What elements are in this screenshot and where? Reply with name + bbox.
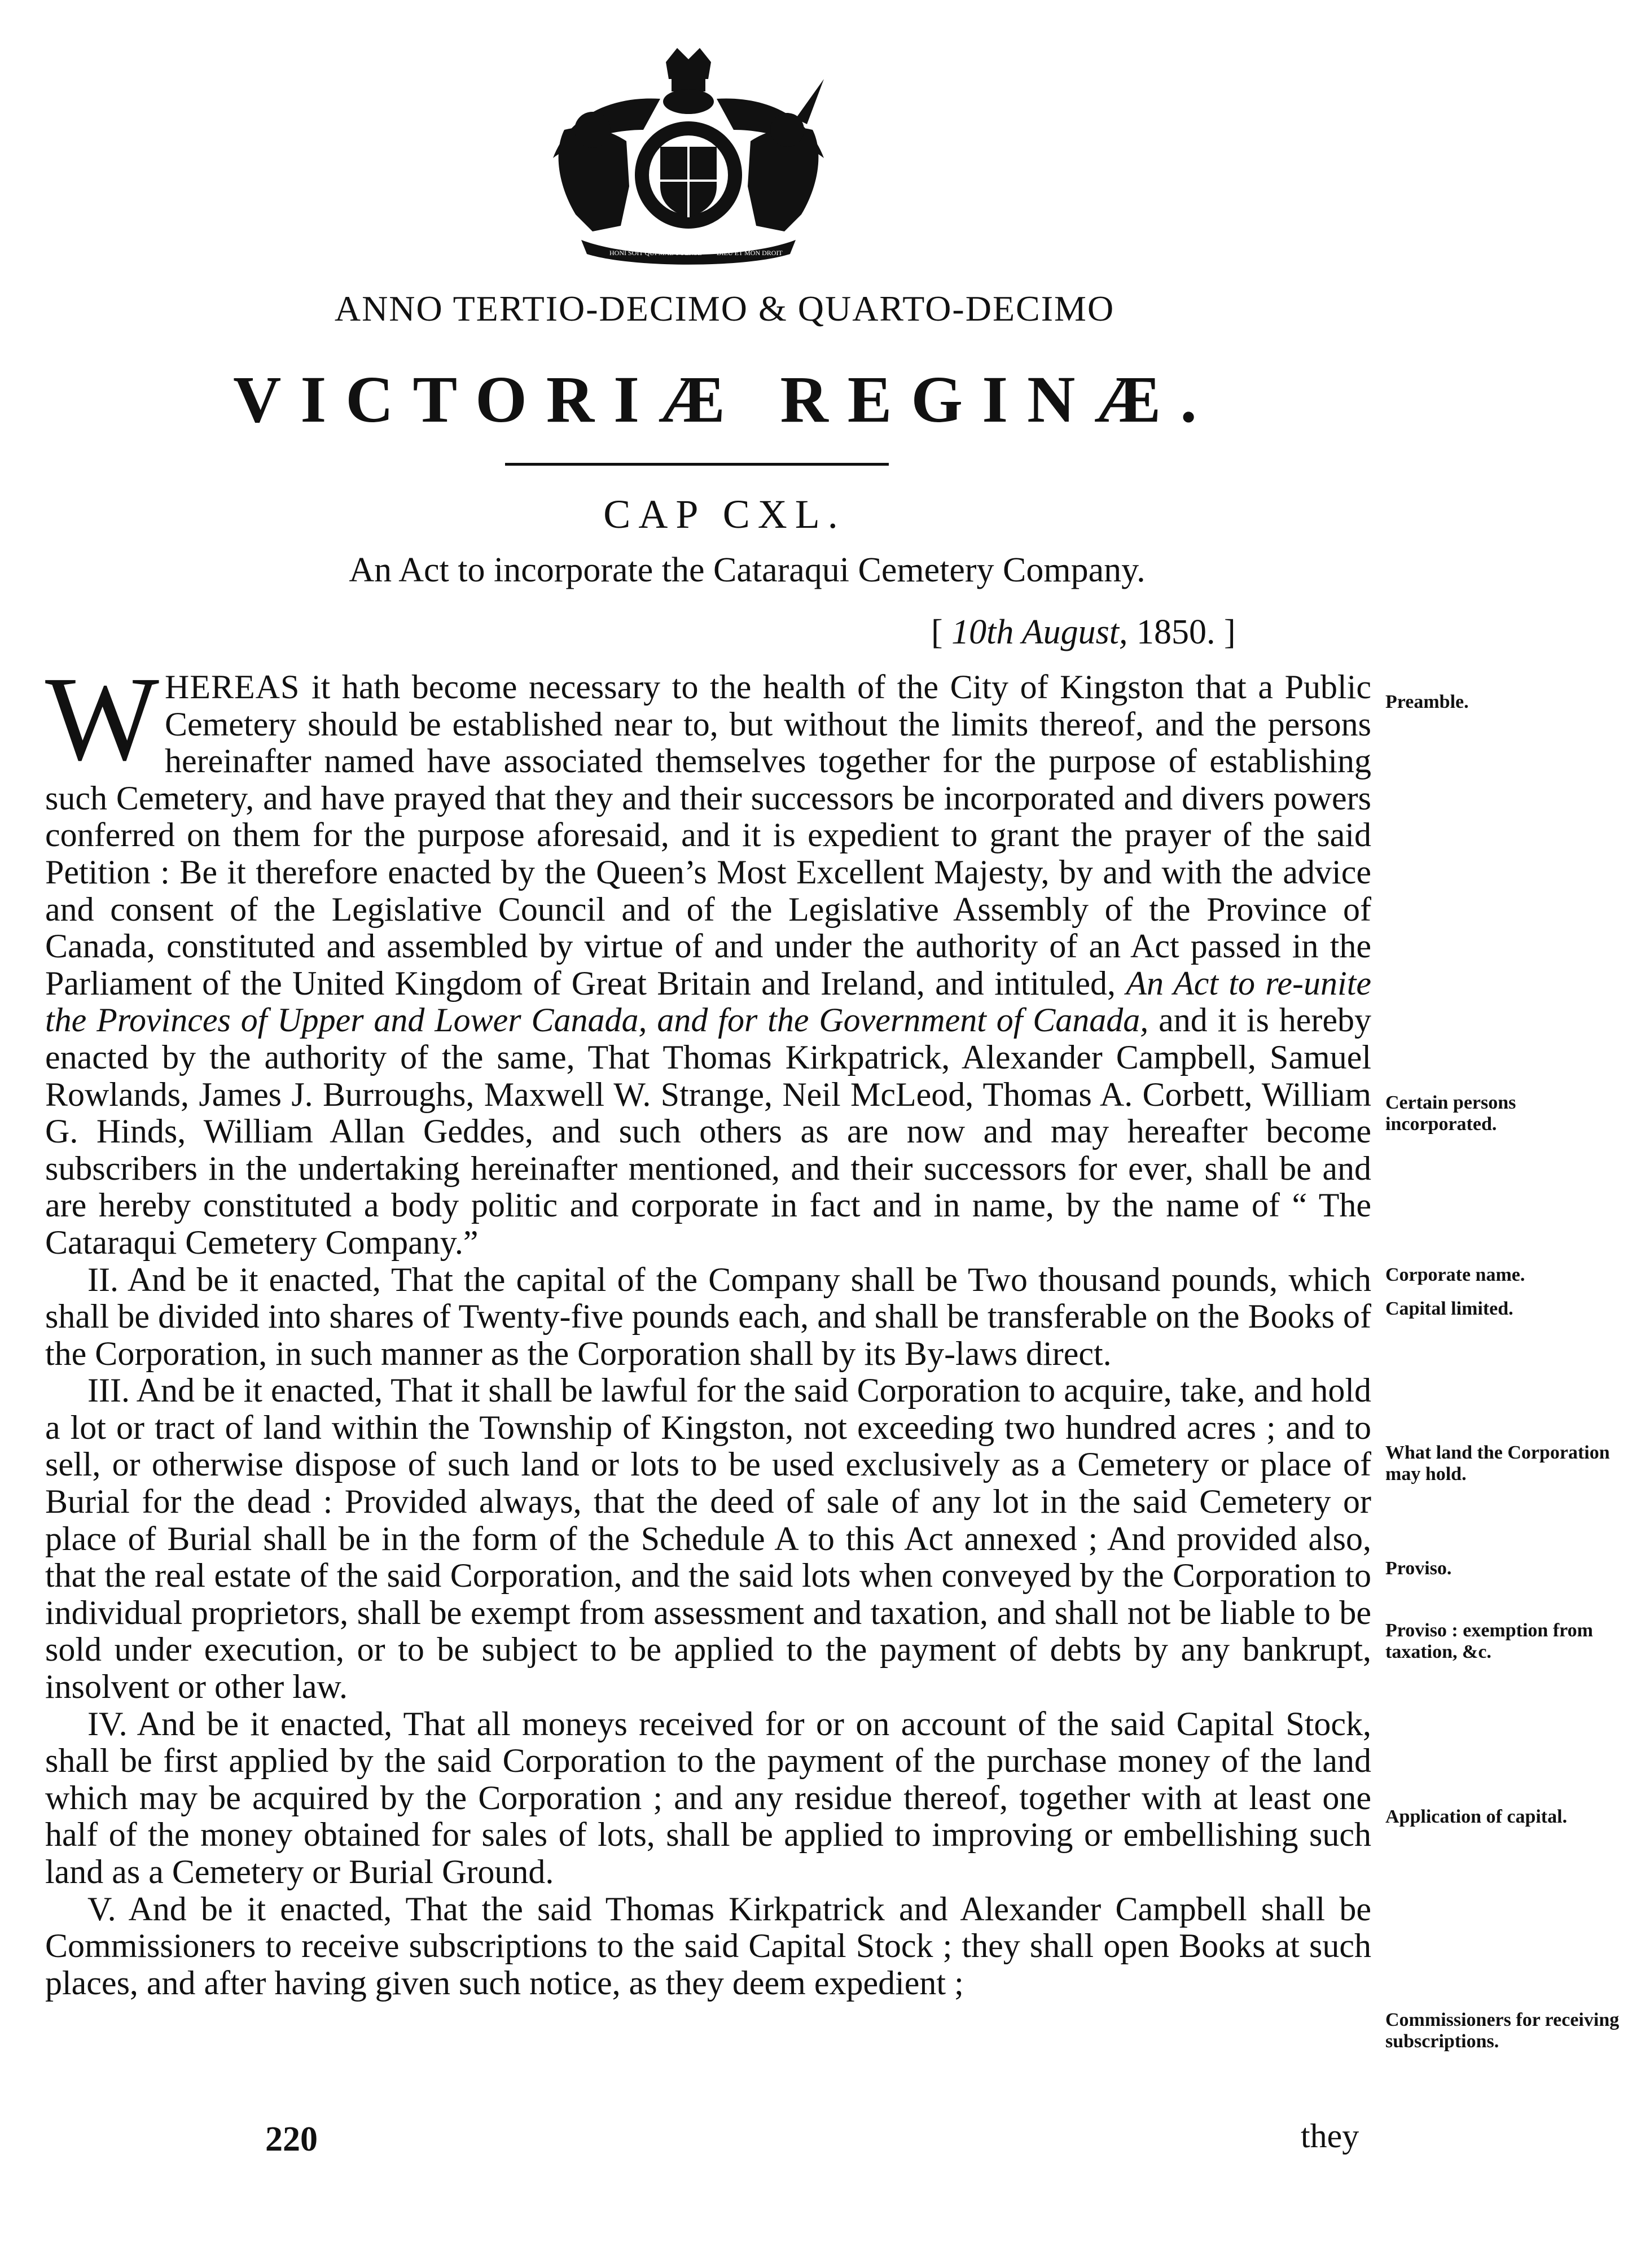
preamble-text-2: and it is hereby enacted by the authority of the same, That Thomas Kirkpatrick, Alexander Campbell, Samuel Rowlands, James J. Burroughs, Maxwell W. Strange, Neil McLeod, Thomas A. Corbett, William G. Hinds, William Allan Geddes, and such others as are now and may hereafter become subscribers in the undertaking hereinafter mentioned, and their successors for ever, shall be and are hereby constituted a body politic and corporate in fact and in name, by the name of “ The Cataraqui Cemetery Company.”: [45, 1001, 1372, 1261]
preamble-text-1: it hath become necessary to the health of the City of Kingston that a Public Cemetery should be established near to, but without the limits thereof, and the persons hereinafter named have associated themselves together for the purpose of establishing such Cemetery, and have prayed that they and their successors be incorporated and divers powers conferred on them for the purpose aforesaid, and it is expedient to grant the prayer of the said Petition : Be it therefore enacted by the Queen’s Most Excellent Majesty, by and with the advice and consent of the Legislative Council and of the Legislative Assembly of the Province of Canada, constituted and assembled by virtue of and under the authority of an Act passed in the Parliament of the United Kingdom of Great Britain and Ireland, and intituled,: [45, 668, 1371, 1002]
heading-divider: [505, 463, 889, 466]
preamble-paragraph: [45, 652, 1372, 1262]
margin-note-corporate-name: Corporate name.: [1385, 1264, 1525, 1285]
date-open: [: [931, 613, 952, 651]
margin-note-commissioners: Commissioners for receiving subscriptions.: [1385, 2009, 1620, 2052]
regnal-year-heading: ANNO TERTIO-DECIMO & QUARTO-DECIMO: [334, 288, 1115, 329]
act-body: [45, 652, 1372, 2002]
royal-coat-of-arms-icon: [530, 45, 846, 265]
motto-right: DIEU ET MON DROIT: [717, 249, 783, 257]
reign-heading: VICTORIÆ REGINÆ.: [233, 362, 1216, 436]
margin-note-application: Application of capital.: [1385, 1806, 1568, 1827]
chapter-number: CAP CXL.: [603, 492, 846, 537]
motto-left: HONI SOIT QUI MAL Y PENSE: [609, 249, 702, 257]
date-year: 1850. ]: [1127, 613, 1236, 651]
section-iv: IV. And be it enacted, That all moneys received for or on account of the said Capital Stock, shall be first applied by the said Corporation to the payment of the purchase money of the land which may be acquired by the Corporation ; and any residue thereof, together with at least one half of the money obtained for sales of lots, shall be applied to improving or embellishing such land as a Cemetery or Burial Ground.: [45, 1705, 1371, 1890]
preamble-lead-word: HEREAS: [164, 668, 300, 706]
page-number: 220: [265, 2120, 318, 2158]
margin-note-incorporated: Certain persons incorporated.: [1385, 1092, 1516, 1135]
margin-note-proviso: Proviso.: [1385, 1558, 1452, 1579]
cited-act-title: An Act to re-unite the Provinces of Upper and Lower Canada, and for the Government of Canada,: [45, 964, 1371, 1039]
margin-note-exemption: Proviso : exemption from taxation, &c.: [1385, 1620, 1593, 1662]
act-title: An Act to incorporate the Cataraqui Cemetery Company.: [349, 551, 1146, 589]
section-ii: II. And be it enacted, That the capital of the Company shall be Two thousand pounds, which shall be divided into shares of Twenty-five pounds each, and shall be transferable on the Books of the Corporation, in such manner as the Corporation shall by its By-laws direct.: [45, 1260, 1371, 1372]
margin-note-land: What land the Corporation may hold.: [1385, 1442, 1610, 1485]
drop-cap: W: [45, 652, 159, 786]
date-day: 10th August,: [951, 613, 1128, 651]
catchword: they: [1301, 2117, 1359, 2155]
assent-date: [931, 612, 1236, 653]
margin-note-capital: Capital limited.: [1385, 1298, 1513, 1319]
margin-note-preamble: Preamble.: [1385, 691, 1469, 712]
section-v: V. And be it enacted, That the said Thomas Kirkpatrick and Alexander Campbell shall be Commissioners to receive subscriptions to the said Capital Stock ; they shall open Books at such places, and after having given such notice, as they deem expedient ;: [45, 1890, 1371, 2002]
section-iii: III. And be it enacted, That it shall be lawful for the said Corporation to acquire, take, and hold a lot or tract of land within the Township of Kingston, not exceeding two hundred acres ; and to sell, or otherwise dispose of such land or lots to be used exclusively as a Cemetery or place of Burial for the dead : Provided always, that the deed of sale of any lot in the said Cemetery or place of Burial shall be in the form of the Schedule A to this Act annexed ; And provided also, that the real estate of the said Corporation, and the said lots when conveyed by the Corporation to individual proprietors, shall be exempt from assessment and taxation, and shall not be liable to be sold under execution, or to be subject to be applied to the payment of debts by any bankrupt, insolvent or other law.: [45, 1372, 1371, 1706]
